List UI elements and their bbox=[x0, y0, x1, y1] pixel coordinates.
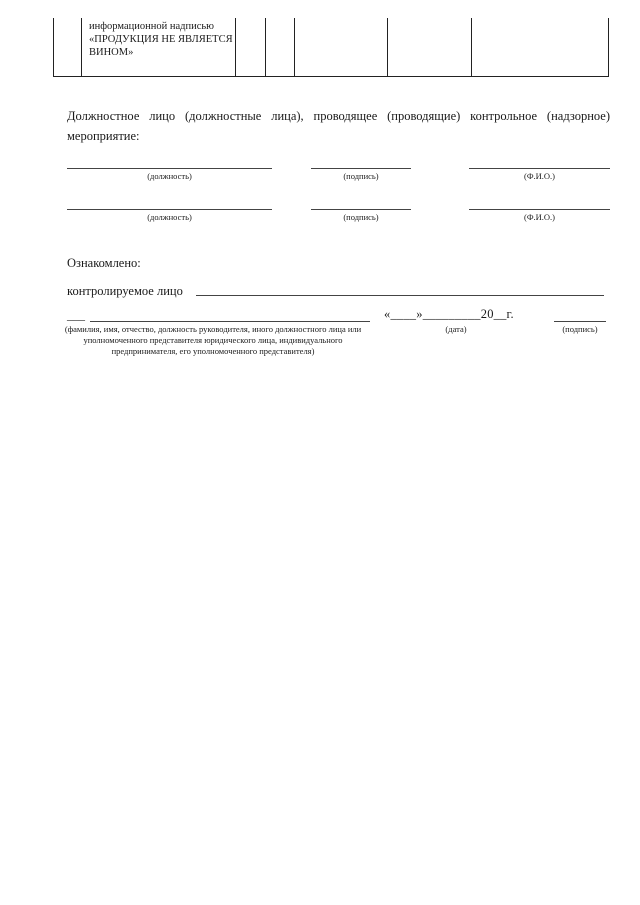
ack-title: Ознакомлено: bbox=[67, 256, 141, 270]
table-divider bbox=[81, 18, 82, 76]
name-line[interactable] bbox=[469, 168, 610, 169]
person-caption: (фамилия, имя, отчество, должность руководителя, иного должностного лица или уполномоченного представителя юридического лица, индивидуального предпринимателя, его уполномоченного представителя) bbox=[64, 324, 362, 356]
signature-caption: (подпись) bbox=[343, 212, 379, 222]
table-divider bbox=[294, 18, 295, 76]
controlled-person-label: контролируемое лицо bbox=[67, 284, 183, 298]
position-line[interactable] bbox=[67, 168, 272, 169]
table-cell-text: информационной надписью «ПРОДУКЦИЯ НЕ ЯВЛЯЕТСЯ ВИНОМ» bbox=[89, 21, 233, 58]
signature-line[interactable] bbox=[311, 168, 411, 169]
table-divider bbox=[265, 18, 266, 76]
name-caption: (Ф.И.О.) bbox=[523, 171, 556, 181]
table-divider bbox=[387, 18, 388, 76]
person-line[interactable] bbox=[90, 321, 370, 322]
official-statement: Должностное лицо (должностные лица), проводящее (проводящие) контрольное (надзорное) мероприятие: bbox=[67, 109, 610, 143]
signature-line[interactable] bbox=[311, 209, 411, 210]
name-caption: (Ф.И.О.) bbox=[523, 212, 556, 222]
prefix-underscores: ___ bbox=[67, 308, 85, 322]
final-signature-caption: (подпись) bbox=[562, 324, 598, 334]
position-line[interactable] bbox=[67, 209, 272, 210]
signature-caption: (подпись) bbox=[343, 171, 379, 181]
final-signature-line[interactable] bbox=[554, 321, 606, 322]
table-divider bbox=[235, 18, 236, 76]
position-caption: (должность) bbox=[147, 212, 192, 222]
date-caption: (дата) bbox=[445, 324, 467, 334]
date-field[interactable]: «____»_________20__г. bbox=[384, 307, 514, 321]
position-caption: (должность) bbox=[147, 171, 192, 181]
table-divider bbox=[471, 18, 472, 76]
name-line[interactable] bbox=[469, 209, 610, 210]
controlled-person-line[interactable] bbox=[196, 295, 604, 296]
